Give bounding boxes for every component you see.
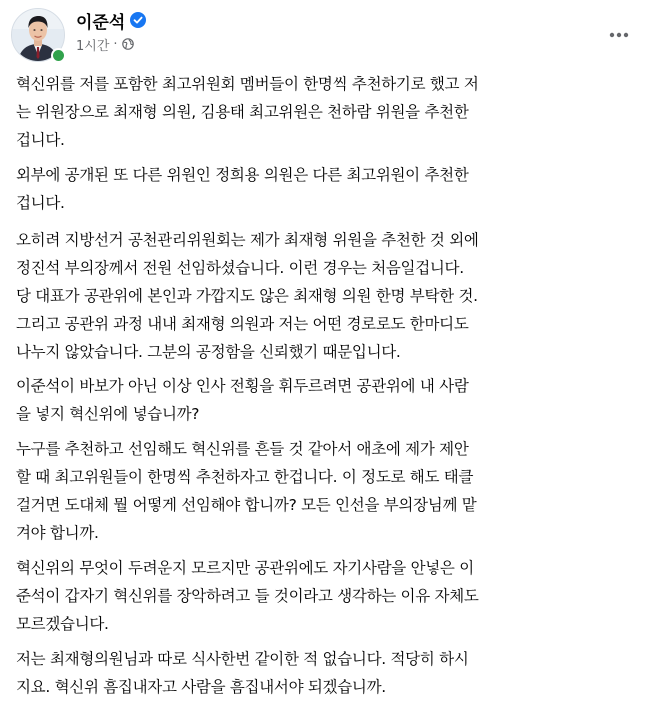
post-paragraph [16,372,646,428]
post-paragraph [16,435,646,547]
more-options-icon [609,32,629,38]
post-text-line: 지요. 혁신위 흠집내자고 사람을 흠집내서야 되겠습니까. [16,678,386,696]
post-paragraph [16,226,646,366]
post-text-line: 오히려 지방선거 공천관리위원회는 제가 최재형 위원을 추천한 것 외에 [16,231,479,249]
post-paragraph [16,554,646,638]
post-text-line: 그리고 공관위 과정 내내 최재형 의원과 저는 어떤 경로로도 한마디도 [16,315,469,333]
post-text-line: 겁니다. [16,131,65,149]
post-text-line: 누구를 추천하고 선임해도 혁신위를 흔들 것 같아서 애초에 제가 제안 [16,440,469,458]
post-header [0,0,653,68]
post-timestamp[interactable]: 1시간 [76,38,110,54]
online-status-icon [51,48,66,63]
post-text-line: 할 때 최고위원들이 한명씩 추천하자고 한겁니다. 이 정도로 해도 태클 [16,468,474,486]
post-text-line: 준석이 갑자기 혁신위를 장악하려고 들 것이라고 생각하는 이유 자체도 [16,587,479,605]
author-name[interactable]: 이준석 [76,12,126,33]
post-text-line: 겨야 합니까. [16,524,99,542]
post-paragraph [16,70,646,154]
more-options-button[interactable] [604,20,634,50]
post-text-line: 정진석 부의장께서 전원 선임하셨습니다. 이런 경우는 처음일겁니다. [16,259,464,277]
post-text-line: 저는 최재형의원님과 따로 식사한번 같이한 적 없습니다. 적당히 하시 [16,650,469,668]
post-text-line: 는 위원장으로 최재형 의원, 김용태 최고위원은 천하람 위원을 추천한 [16,103,469,121]
post-text-line: 혁신위를 저를 포함한 최고위원회 멤버들이 한명씩 추천하기로 했고 저 [16,75,479,93]
post-text-line: 걸거면 도대체 뭘 어떻게 선임해야 합니까? 모든 인선을 부의장님께 맡 [16,496,477,514]
verified-badge-icon [130,12,146,28]
post-text-line: 혁신위의 무엇이 두려운지 모르지만 공관위에도 자기사람을 안넣은 이 [16,559,474,577]
meta-separator: · [113,36,118,52]
post-text-line: 외부에 공개된 또 다른 위원인 정희용 의원은 다른 최고위원이 추천한 [16,166,469,184]
post-paragraph [16,161,646,217]
author-avatar[interactable] [11,8,65,62]
globe-icon[interactable] [122,38,134,50]
post-text-line: 당 대표가 공관위에 본인과 가깝지도 않은 최재형 의원 한명 부탁한 것. [16,287,478,305]
post-text-line: 이준석이 바보가 아닌 이상 인사 전횡을 휘두르려면 공관위에 내 사람 [16,377,469,395]
post-text-line: 을 넣지 혁신위에 넣습니까? [16,405,200,423]
post-text-line: 모르겠습니다. [16,615,109,633]
post-paragraph [16,645,646,701]
post-meta [76,35,134,53]
post-text-line: 겁니다. [16,194,65,212]
author-name-row [76,9,146,31]
post-text-line: 나누지 않았습니다. 그분의 공정함을 신뢰했기 때문입니다. [16,343,401,361]
